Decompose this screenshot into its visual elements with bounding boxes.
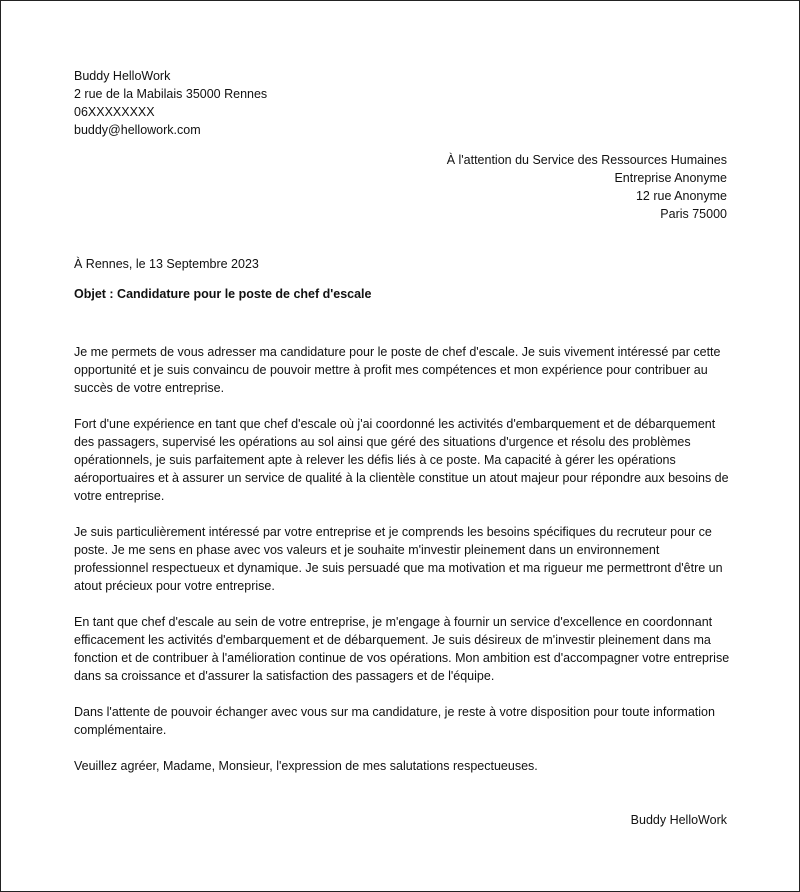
signature: Buddy HelloWork [630,813,727,827]
body-paragraph-closing: Dans l'attente de pouvoir échanger avec vous sur ma candidature, je reste à votre disposition pour toute information complémentaire. [74,705,715,737]
recipient-street: 12 rue Anonyme [635,189,727,203]
recipient-city: Paris 75000 [660,207,727,221]
date-line: À Rennes, le 13 Septembre 2023 [74,257,259,271]
body-paragraph-motivation: Je suis particulièrement intéressé par votre entreprise et je comprends les besoins spécifiques du recruteur pour ce poste. Je me sens en phase avec vos valeurs et je souhaite m'investir pleinement dans un environnement professionnel respectueux et dynamique. Je suis persuadé que ma motivation et ma rigueur me permettront d'être un atout précieux pour votre entreprise. [74,525,723,593]
letter-body [74,343,734,793]
recipient-attention: À l'attention du Service des Ressources Humaines [446,153,727,167]
subject-line: Objet : Candidature pour le poste de chef d'escale [74,287,372,301]
body-paragraph-experience: Fort d'une expérience en tant que chef d'escale où j'ai coordonné les activités d'embarquement et de débarquement des passagers, supervisé les opérations au sol ainsi que géré des situations d'urgence et résolu des problèmes opérationnels, je suis parfaitement apte à relever les défis liés à ce poste. Ma capacité à gérer les opérations aéroportuaires et à assurer un service de qualité à la clientèle constitue un atout majeur pour répondre aux besoins de votre entreprise. [74,417,729,503]
sender-phone: 06XXXXXXXX [74,105,155,119]
sender-name: Buddy HelloWork [74,69,171,83]
recipient-company: Entreprise Anonyme [614,171,727,185]
body-paragraph-commitment: En tant que chef d'escale au sein de votre entreprise, je m'engage à fournir un service d'excellence en coordonnant efficacement les activités d'embarquement et de débarquement. Je suis désireux de m'investir pleinement dans ma fonction et de contribuer à l'amélioration continue de vos opérations. Mon ambition est d'accompagner votre entreprise dans sa croissance et d'assurer la satisfaction des passagers et de l'équipe. [74,615,730,683]
recipient-block [447,151,727,223]
body-paragraph-intro: Je me permets de vous adresser ma candidature pour le poste de chef d'escale. Je suis vivement intéressé par cette opportunité et je suis convaincu de pouvoir mettre à profit mes compétences et mon expérience pour contribuer au succès de votre entreprise. [74,345,721,395]
sender-block [74,67,267,139]
sender-email: buddy@hellowork.com [74,123,201,137]
body-paragraph-salutation: Veuillez agréer, Madame, Monsieur, l'expression de mes salutations respectueuses. [74,759,538,773]
sender-address: 2 rue de la Mabilais 35000 Rennes [74,87,268,101]
